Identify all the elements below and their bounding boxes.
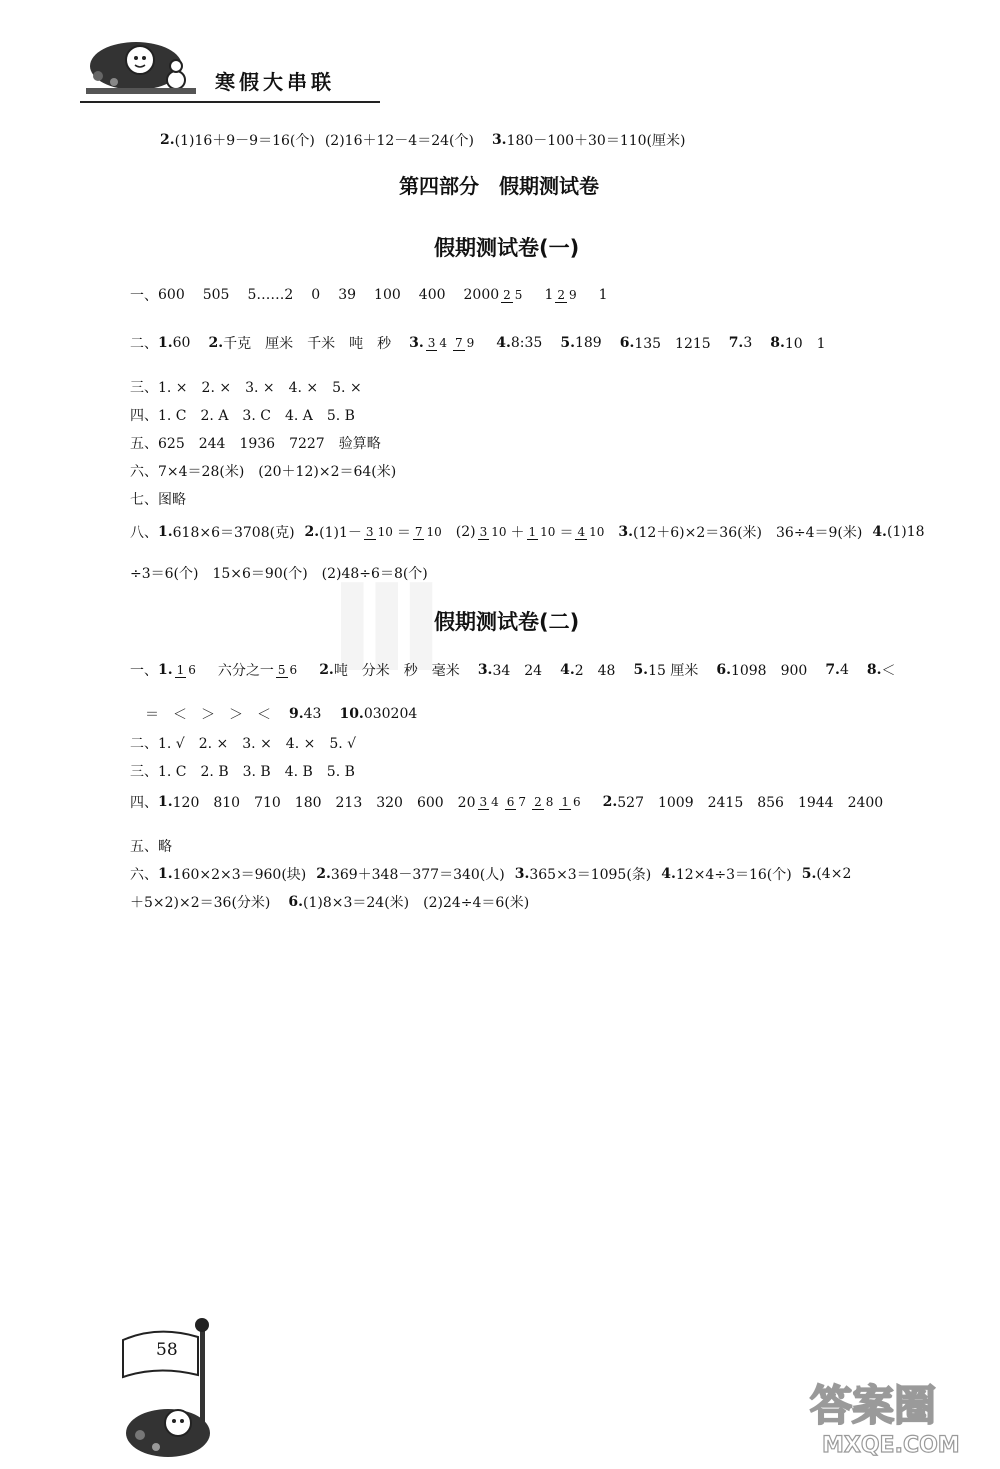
test2-section-6-cont: ＋5×2)×2＝36(分米) 6. (1)8×3＝24(米) (2)24÷4＝6(米): [130, 894, 530, 911]
fraction: 6 7: [506, 794, 527, 809]
fraction: 4 10: [577, 524, 605, 539]
test1-section-3: 三、 1. × 2. × 3. × 4. × 5. ×: [130, 380, 362, 396]
footer-decoration-image: [118, 1315, 228, 1465]
test1-section-5: 五、 625 244 1936 7227 验算略: [130, 436, 381, 452]
test2-section-6: 六、 1. 160×2×3＝960(块) 2. 369＋348－377＝340(人) 3. 365×3＝1095(条) 4. 12×4÷3＝16(个) 5. (4×2: [130, 866, 852, 883]
test2-section-5: 五、 略: [130, 839, 172, 855]
answer-line: 2. (1)16＋9－9＝16(个) (2)16＋12－4＝24(个) 3. 180－100＋30＝110(厘米): [160, 132, 686, 149]
test1-section-8: 八、 1. 618×6＝3708(克) 2. (1)1－ 3 10 ＝ 7 10 (2) 3 10 ＋ 1 10 ＝ 4 10 3. (12＋6)×2＝36(米) 36÷4＝9(米) 4. (1)18: [130, 524, 925, 541]
test2-section-3: 三、 1. C 2. B 3. B 4. B 5. B: [130, 764, 355, 780]
corner-logo: [796, 1374, 986, 1458]
test2-section-1-cont: ＝ ＜ ＞ ＞ ＜ 9. 43 10. 030204: [145, 706, 418, 723]
test2-section-1: 一、 1. 1 6 六分之一 5 6 2. 吨 分米 秒 毫米 3. 34 24 4. 2 48 5. 15 厘米 6. 1098 900 7. 4 8. ＜: [130, 662, 896, 679]
fraction: 2 5: [503, 287, 523, 302]
fraction: 1 6: [176, 662, 196, 677]
fraction: 5 6: [277, 662, 298, 677]
logo-url-text: MXQE.COM: [822, 1433, 960, 1458]
header-title: 寒假大串联: [215, 70, 335, 94]
part-title: 第四部分 假期测试卷: [399, 174, 599, 198]
fraction: 1 10: [528, 524, 556, 539]
test1-section-7: 七、 图略: [130, 492, 186, 508]
test1-section-4: 四、 1. C 2. A 3. C 4. A 5. B: [130, 408, 355, 424]
test1-title: 假期测试卷(一): [434, 236, 580, 260]
fraction: 3 4: [479, 794, 499, 809]
page-number: 58: [156, 1340, 178, 1360]
fraction: 3 10: [479, 524, 507, 539]
test1-section-1: 一、 600 505 5……2 0 39 100 400 2000 2 5 1 2 9 1: [130, 287, 608, 304]
test1-section-2: 二、 1. 60 2. 千克 厘米 千米 吨 秒 3. 3 4 7 9 4. 8:35 5. 189 6. 135 1215 7. 3 8. 10 1: [130, 335, 826, 352]
fraction: 7 10: [414, 524, 442, 539]
test2-section-2: 二、 1. √ 2. × 3. × 4. × 5. √: [130, 736, 357, 752]
logo-brand-text: 答案圈: [810, 1381, 937, 1430]
header-decoration-image: [78, 36, 198, 102]
fraction: 2 8: [534, 794, 554, 809]
fraction: 1 6: [561, 794, 581, 809]
fraction: 7 9: [454, 335, 475, 350]
fraction: 2 9: [557, 287, 577, 302]
fraction: 3 10: [365, 524, 393, 539]
fraction: 3 4: [427, 335, 447, 350]
test1-section-8-cont: ÷3＝6(个) 15×6＝90(个) (2)48÷6＝8(个): [130, 566, 428, 582]
test2-section-4: 四、 1. 120 810 710 180 213 320 600 20 3 4 6 7 2 8 1 6 2. 527 1009 2415 856 1944 2400: [130, 794, 884, 811]
test2-title: 假期测试卷(二): [434, 610, 580, 634]
test1-section-6: 六、 7×4＝28(米) (20＋12)×2＝64(米): [130, 464, 397, 480]
header-divider: [80, 101, 380, 103]
